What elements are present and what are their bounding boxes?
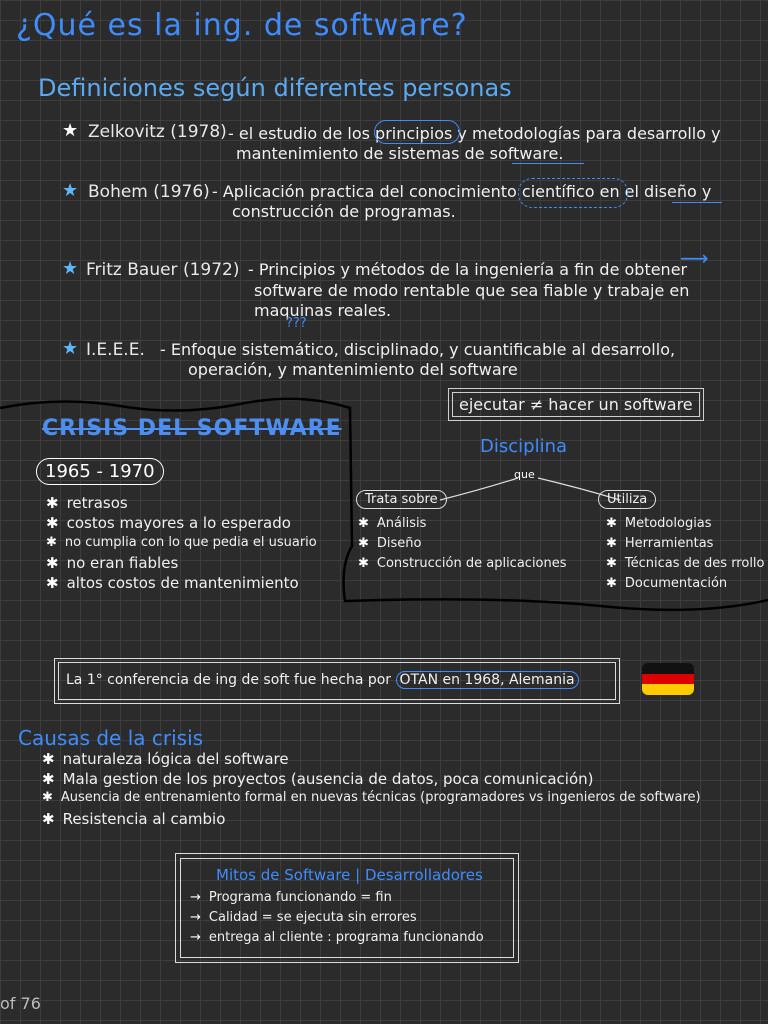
list-item: ✱ altos costos de mantenimiento [46, 574, 299, 592]
list-item: → entrega al cliente : programa funcionando [190, 930, 484, 945]
definition-text: software de modo rentable que sea fiable y trabaje en [254, 281, 690, 300]
list-item: ✱ Diseño [358, 536, 422, 551]
definitions-subtitle: Definiciones según diferentes personas [38, 74, 512, 102]
list-item: ✱ no cumplia con lo que pedia el usuario [46, 535, 317, 550]
underline-mark [512, 163, 584, 164]
definition-author: Fritz Bauer (1972) [86, 260, 240, 280]
conference-highlight: OTAN en 1968, Alemania [396, 671, 579, 689]
highlight-circle [374, 120, 460, 144]
causes-title: Causas de la crisis [18, 726, 204, 750]
list-item: ✱ Técnicas de des rrollo [606, 556, 765, 571]
discipline-connector-label: que [514, 468, 535, 481]
list-item: ✱ Metodologias [606, 516, 712, 531]
underline-mark [672, 202, 722, 203]
list-item: ✱ naturaleza lógica del software [42, 750, 289, 768]
star-icon: ★ [62, 120, 79, 141]
discipline-left-label: Trata sobre [356, 490, 447, 509]
list-item: ✱ no eran fiables [46, 554, 179, 572]
definition-text: - Aplicación practica del conocimiento científico en el diseño y [212, 182, 712, 201]
crisis-years: 1965 - 1970 [36, 458, 164, 485]
list-item: ✱ Documentación [606, 576, 728, 591]
definition-text: - el estudio de los principios y metodologías para desarrollo y [228, 124, 721, 143]
conference-text: La 1° conferencia de ing de soft fue hecha por OTAN en 1968, Alemania [66, 672, 579, 688]
list-item: ✱ Herramientas [606, 536, 714, 551]
discipline-right-label: Utiliza [598, 490, 656, 509]
crisis-title: CRISIS DEL SOFTWARE [42, 416, 342, 441]
star-icon: ★ [62, 180, 79, 201]
page-title: ¿Qué es la ing. de software? [16, 8, 468, 43]
definition-author: I.E.E.E. [86, 340, 145, 360]
question-marks: ??? [286, 316, 307, 331]
list-item: ✱ Mala gestion de los proyectos (ausencia de datos, poca comunicación) [42, 770, 594, 788]
list-item: ✱ Ausencia de entrenamiento formal en nuevas técnicas (programadores vs ingenieros de software) [42, 790, 701, 805]
discipline-title: Disciplina [480, 436, 568, 457]
list-item: ✱ costos mayores a lo esperado [46, 514, 291, 532]
definition-text: - Enfoque sistemático, disciplinado, y cuantificable al desarrollo, [160, 340, 676, 359]
list-item: → Programa funcionando = fin [190, 890, 392, 905]
list-item: ✱ Construcción de aplicaciones [358, 556, 567, 571]
list-item: ✱ retrasos [46, 494, 128, 512]
list-item: ✱ Resistencia al cambio [42, 810, 226, 828]
definition-text: maquinas reales. [254, 301, 392, 320]
definition-text: mantenimiento de sistemas de software. [236, 144, 564, 163]
definition-author: Zelkovitz (1978) [88, 122, 227, 142]
star-icon: ★ [62, 258, 79, 279]
highlight-circle [518, 178, 628, 208]
definition-text: - Principios y métodos de la ingeniería a fin de obtener [248, 260, 688, 279]
definition-text: operación, y mantenimiento del software [188, 360, 518, 379]
list-item: → Calidad = se ejecuta sin errores [190, 910, 417, 925]
star-icon: ★ [62, 338, 79, 359]
list-item: ✱ Análisis [358, 516, 427, 531]
page-indicator: of 76 [0, 994, 41, 1013]
execute-note-box: ejecutar ≠ hacer un software [452, 392, 700, 417]
myths-title: Mitos de Software | Desarrolladores [216, 866, 483, 884]
definition-author: Bohem (1976) [88, 182, 210, 202]
definition-text: construcción de programas. [232, 202, 456, 221]
arrow-right-icon: ⟶ [680, 246, 709, 270]
germany-flag-icon [642, 663, 694, 695]
